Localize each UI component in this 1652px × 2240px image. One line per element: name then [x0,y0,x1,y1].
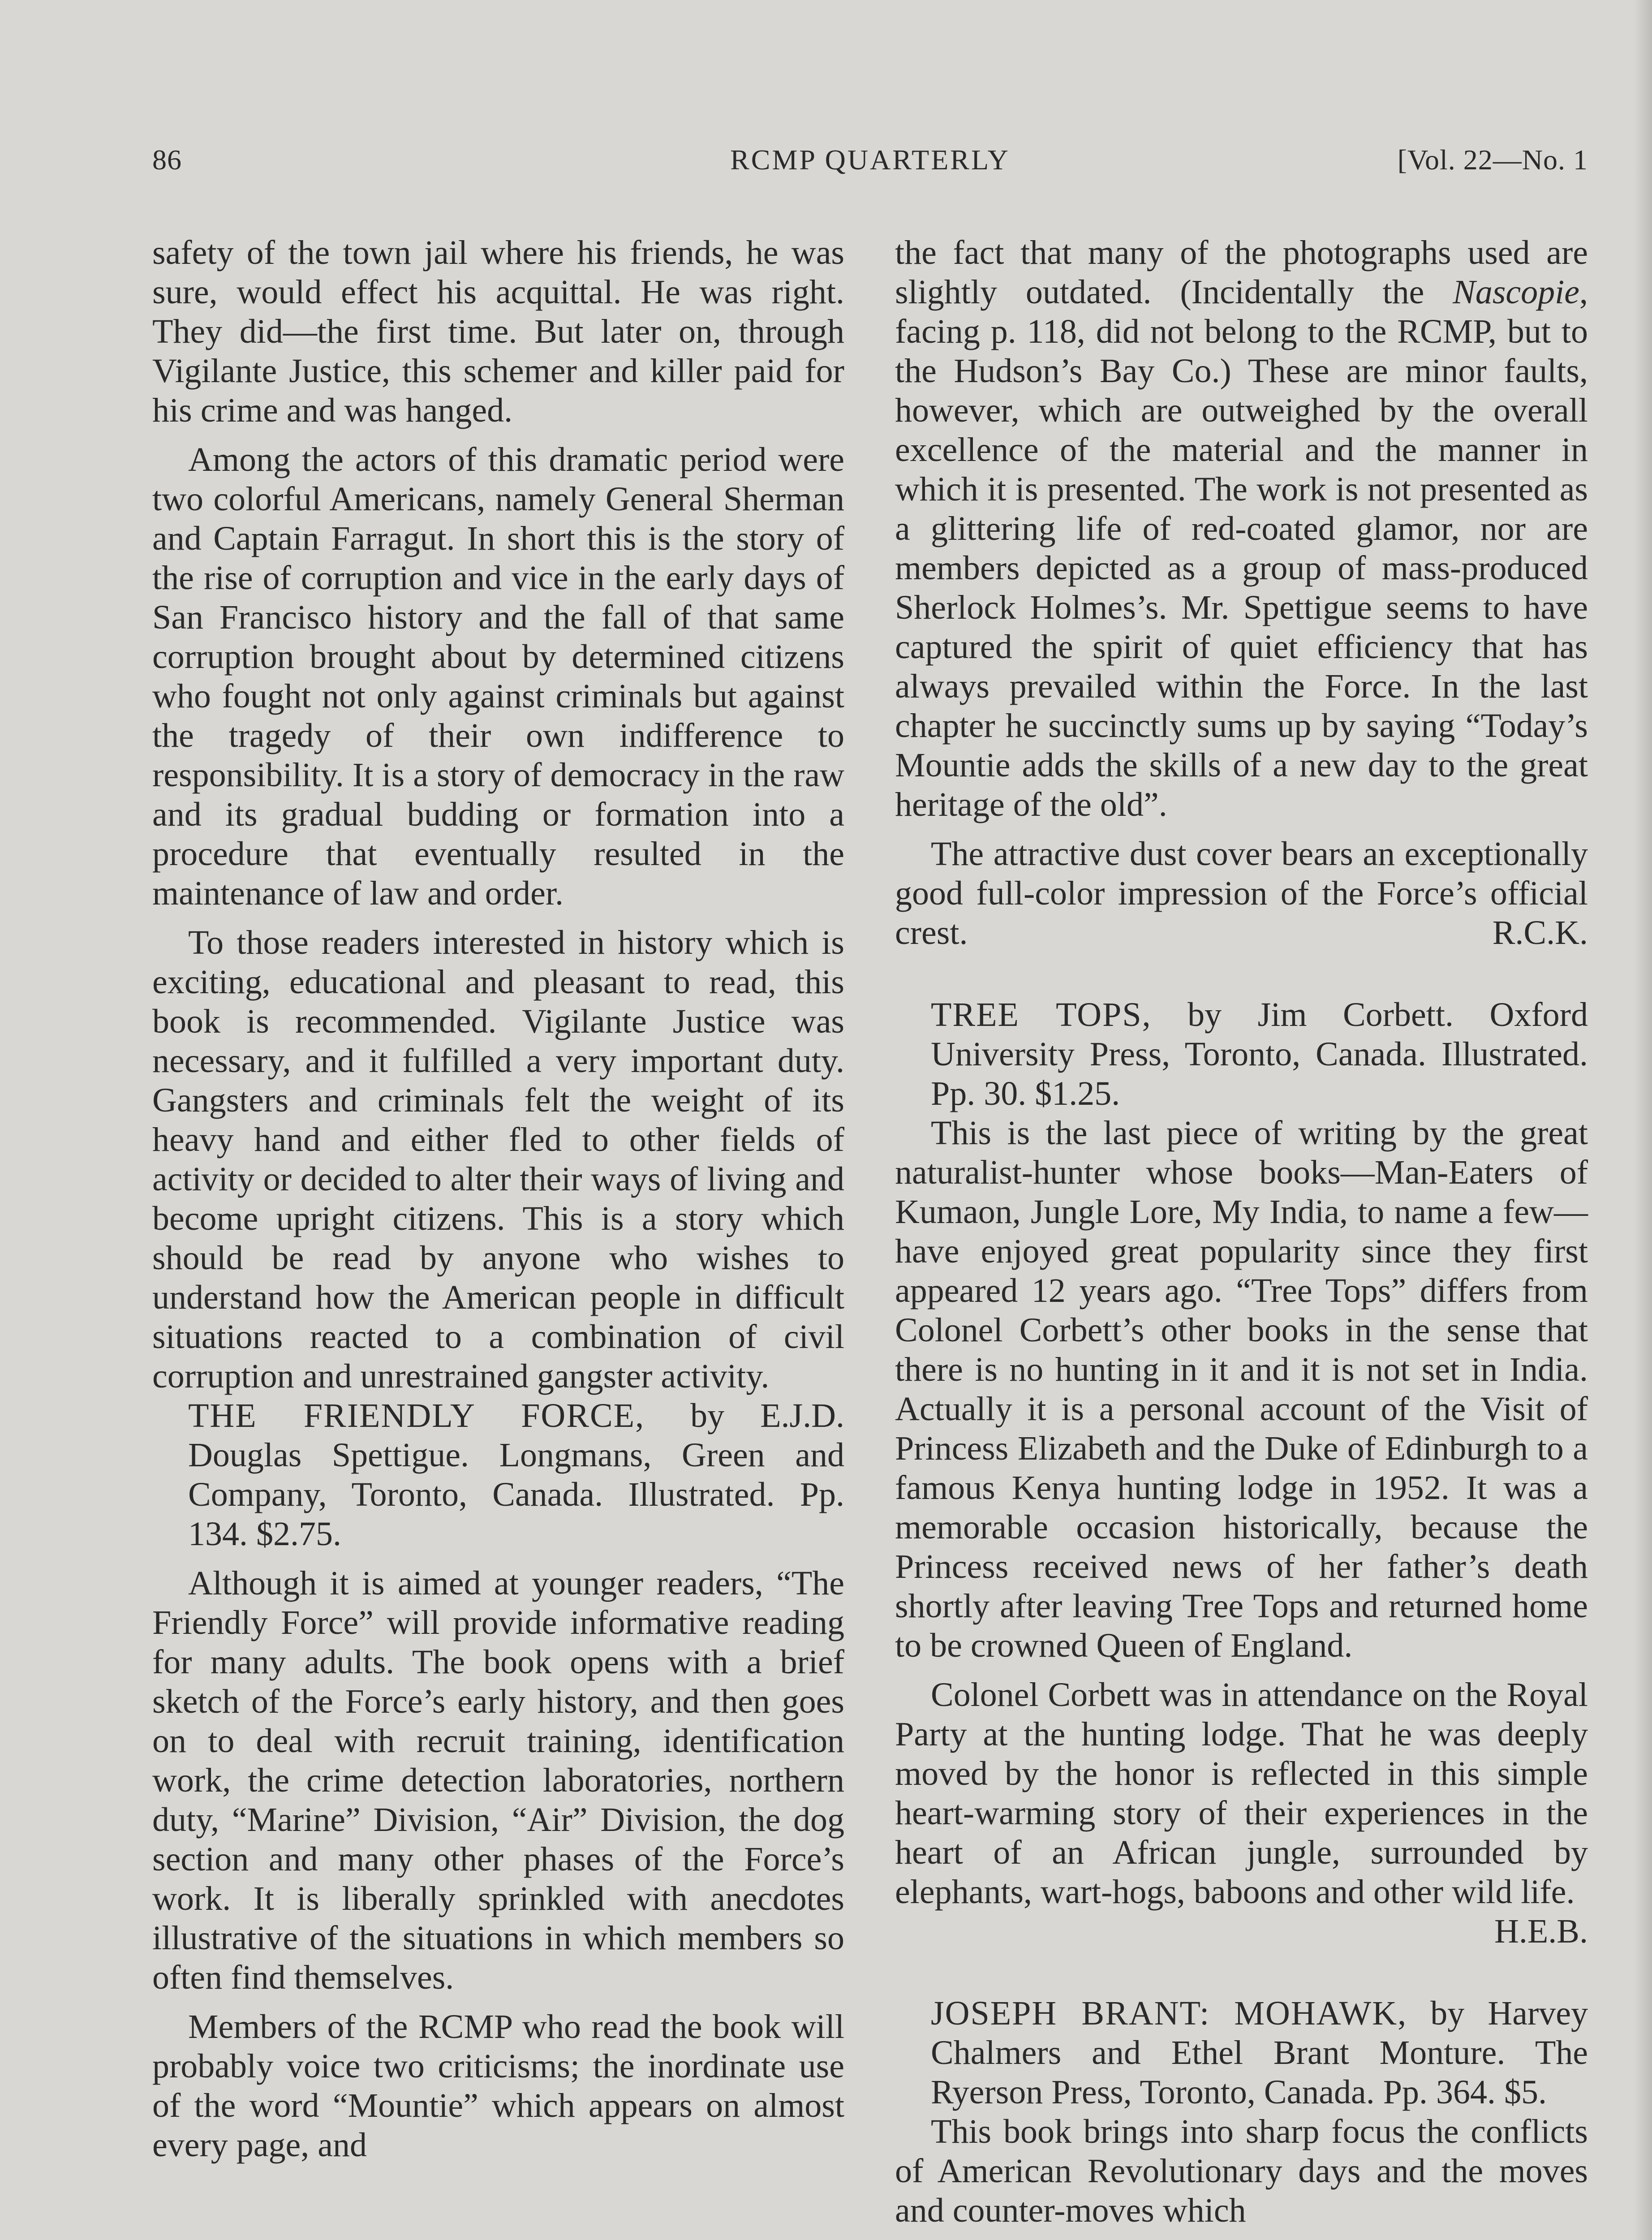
paragraph: This is the last piece of writing by the great naturalist-hunter whose books—Man-Eaters of Kumaon, Jungle Lore, My India, to name a few—have enjoyed great popularity since they first appeared 12 years ago. “Tree Tops” differs from Colonel Corbett’s other books in the sense that there is no hunting in it and it is not set in India. Actually it is a personal account of the Visit of Princess Elizabeth and the Duke of Edinburgh to a famous Kenya hunting lodge in 1952. It was a memorable occasion historically, because the Princess received news of her father’s death shortly after leaving Tree Tops and returned home to be crowned Queen of England. [895,1114,1588,1664]
paragraph [895,233,1588,824]
paragraph: Although it is aimed at younger readers, “The Friendly Force” will provide informative reading for many adults. The book opens with a brief sketch of the Force’s early history, and then goes on to deal with recruit training, identification work, the crime detection laboratories, northern duty, “Marine” Division, “Air” Division, the dog section and many other phases of the Force’s work. It is liberally sprinkled with anecdotes illustrative of the situations in which members so often find themselves. [152,1564,844,1996]
paragraph-text: The attractive dust cover bears an exceptionally good full-color impression of the Force’s official crest. [895,835,1588,952]
paragraph: safety of the town jail where his friends, he was sure, would effect his acquittal. He was right. They did—the first time. But later on, through Vigilante Justice, this schemer and killer paid for his crime and was hanged. [152,234,844,429]
review-heading [895,1994,1588,2112]
paragraph-text: the fact that many of the photographs used are slightly outdated. (Incidentally the [895,234,1588,311]
reviewer-initials: R.C.K. [1492,914,1588,952]
running-header [152,143,1588,184]
paragraph: This book brings into sharp focus the conflicts of American Revolutionary days and the moves and counter-moves which [895,2113,1588,2229]
paragraph-text: To those readers interested in history which is exciting, educational and pleasant to read, this book is recommended. Vigilante Justice was necessary, and it fulfilled a very important duty. Gangsters and criminals felt the weight of its heavy hand and either fled to other fields of activity or decided to alter their ways of living and become upright citizens. This is a story which should be read by anyone who wishes to understand how the American people in difficult situations reacted to a combination of civil corruption and unrestrained gangster activity. [152,924,844,1395]
paragraph: Among the actors of this dramatic period were two colorful Americans, namely General Sherman and Captain Farragut. In short this is the story of the rise of corruption and vice in the early days of San Francisco history and the fall of that same corruption brought about by determined citizens who fought not only against criminals but against the tragedy of their own indifference to responsibility. It is a story of democracy in the raw and its gradual budding or formation into a procedure that eventually resulted in the maintenance of law and order. [152,441,844,912]
left-column [152,233,844,2165]
volume-issue: [Vol. 22—No. 1 [1397,144,1588,176]
page-number: 86 [152,144,182,176]
scan-shadow-edge [1634,0,1652,2240]
reviewer-initials: H.E.B. [1494,1913,1588,1950]
book-details: by Harvey Chalmers and Ethel Brant Monture. The Ryerson Press, Toronto, Canada. Pp. 364. $5. [931,1994,1588,2111]
book-title: THE FRIENDLY FORCE, [188,1397,645,1434]
right-column [895,233,1588,2230]
reviewer-initials: E.J.D. [760,1397,844,1434]
journal-title: RCMP QUARTERLY [730,144,1010,176]
paragraph-text: , facing p. 118, did not belong to the RCMP, but to the Hudson’s Bay Co.) These are minor faults, however, which are outweighed by the overall excellence of the material and the manner in which it is presented. The work is not presented as a glittering life of red-coated glamor, nor are members depicted as a group of mass-produced Sherlock Holmes’s. Mr. Spettigue seems to have captured the spirit of quiet efficiency that has always prevailed within the Force. In the last chapter he succinctly sums up by saying “Today’s Mountie adds the skills of a new day to the great heritage of the old”. [895,273,1588,823]
book-details: by Douglas Spettigue. Longmans, Green and Company, Toronto, Canada. Illustrated. Pp. 134. $2.75. [188,1397,844,1553]
book-title: TREE TOPS, [931,996,1152,1034]
book-title: JOSEPH BRANT: MOHAWK, [931,1994,1407,2032]
paragraph: Members of the RCMP who read the book will probably voice two criticisms; the inordinate use of the word “Mountie” which appears on almost every page, and [152,2008,844,2164]
paragraph [895,834,1588,952]
book-details: by Jim Corbett. Oxford University Press, Toronto, Canada. Illustrated. Pp. 30. $1.25. [931,996,1588,1112]
paragraph: Colonel Corbett was in attendance on the Royal Party at the hunting lodge. That he was deeply moved by the honor is reflected in this simple heart-warming story of their experiences in the heart of an African jungle, surrounded by elephants, wart-hogs, baboons and other wild life. [895,1676,1588,1911]
ship-name: Nascopie [1453,273,1579,311]
review-heading [895,995,1588,1113]
